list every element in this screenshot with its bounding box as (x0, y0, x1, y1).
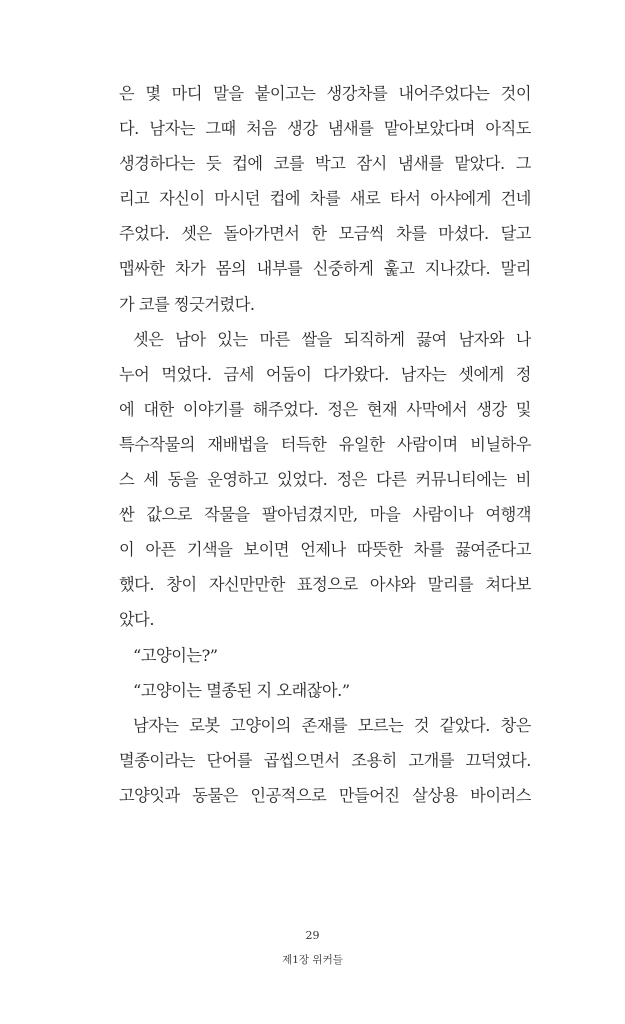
text-line: 셋은 남아 있는 마른 쌀을 되직하게 끓여 남자와 나 (133, 329, 531, 349)
text-line: “고양이는?” (133, 645, 218, 665)
text-line: 멸종이라는 단어를 곱씹으면서 조용히 고개를 끄덕였다. (119, 750, 531, 770)
text-line: 했다. 창이 자신만만한 표정으로 아샤와 말리를 쳐다보 (119, 575, 531, 595)
text-line: 가 코를 찡긋거렸다. (119, 294, 255, 314)
text-line: 특수작물의 재배법을 터득한 유일한 사람이며 비닐하우 (119, 434, 531, 454)
text-line: 스 세 동을 운영하고 있었다. 정은 다른 커뮤니티에는 비 (119, 470, 531, 490)
chapter-title: 제1장 위커들 (282, 954, 343, 966)
text-line: “고양이는 멸종된 지 오래잖아.” (133, 680, 350, 700)
text-line: 리고 자신이 마시던 컵에 차를 새로 타서 아샤에게 건네 (119, 189, 531, 209)
text-line: 남자는 로봇 고양이의 존재를 모르는 것 같았다. 창은 (133, 715, 531, 735)
text-line: 은 몇 마디 말을 붙이고는 생강차를 내어주었다는 것이 (119, 84, 531, 103)
page-number: 29 (305, 929, 320, 942)
text-line: 주었다. 셋은 돌아가면서 한 모금씩 차를 마셨다. 달고 (119, 224, 531, 244)
body-text (119, 76, 531, 813)
text-line: 았다. (119, 610, 155, 630)
text-line: 이 아픈 기색을 보이면 언제나 따뜻한 차를 끓여준다고 (119, 540, 531, 560)
text-line: 싼 값으로 작물을 팔아넘겼지만, 마을 사람이나 여행객 (119, 505, 531, 525)
text-line: 다. 남자는 그때 처음 생강 냄새를 맡아보았다며 아직도 (119, 119, 531, 139)
text-line: 에 대한 이야기를 해주었다. 정은 현재 사막에서 생강 및 (119, 399, 531, 419)
text-line: 맵싸한 차가 몸의 내부를 신중하게 훑고 지나갔다. 말리 (119, 259, 531, 279)
text-line: 고양잇과 동물은 인공적으로 만들어진 살상용 바이러스 (119, 785, 531, 805)
text-line: 누어 먹었다. 금세 어둠이 다가왔다. 남자는 셋에게 정 (119, 364, 531, 384)
text-line: 생경하다는 듯 컵에 코를 박고 잠시 냄새를 맡았다. 그 (119, 154, 531, 174)
